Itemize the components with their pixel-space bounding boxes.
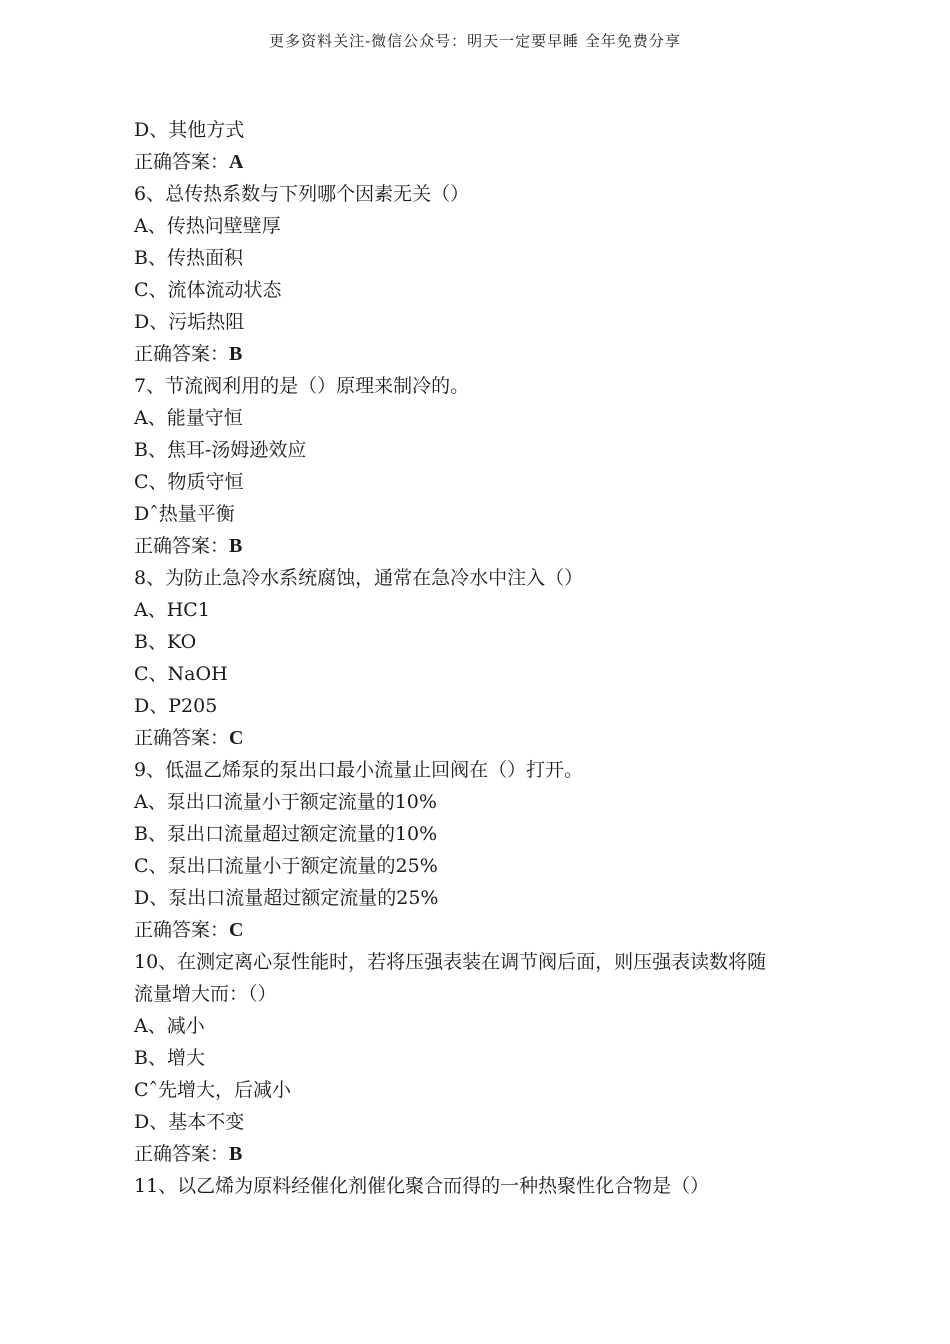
option-text: A、HC1 (134, 599, 210, 621)
option-text: A、能量守恒 (134, 407, 243, 429)
option-text: Dˆ热量平衡 (134, 503, 235, 525)
correct-answer (134, 1138, 834, 1170)
option-text: Cˆ先增大，后减小 (134, 1079, 292, 1101)
question-text: 流量增大而：（） (134, 983, 277, 1005)
option-text: C、NaOH (134, 663, 228, 685)
question-text: 8、为防止急冷水系统腐蚀，通常在急冷水中注入（） (134, 567, 584, 589)
question-text: 7、节流阀利用的是（）原理来制冷的。 (134, 375, 470, 397)
question-text: 9、低温乙烯泵的泵出口最小流量止回阀在（）打开。 (134, 759, 584, 781)
answer-label: 正确答案： (134, 151, 230, 173)
correct-answer (134, 338, 834, 370)
answer-label: 正确答案： (134, 535, 230, 557)
option-text: C、流体流动状态 (134, 279, 282, 301)
page-header-banner: 更多资料关注-微信公众号：明天一定要早睡 全年免费分享 (269, 32, 681, 50)
correct-answer (134, 146, 834, 178)
correct-answer (134, 722, 834, 754)
option-text: D、基本不变 (134, 1111, 245, 1133)
answer-value: C (229, 727, 244, 749)
answer-label: 正确答案： (134, 919, 230, 941)
answer-value: B (229, 343, 243, 365)
answer-value: C (229, 919, 244, 941)
option-text: D、泵出口流量超过额定流量的25% (134, 887, 439, 909)
answer-value: B (229, 1143, 243, 1165)
correct-answer (134, 914, 834, 946)
answer-label: 正确答案： (134, 1143, 230, 1165)
answer-value: A (229, 151, 244, 173)
question-text: 10、在测定离心泵性能时，若将压强表装在调节阀后面，则压强表读数将随 (134, 951, 767, 973)
option-text: B、焦耳-汤姆逊效应 (134, 439, 307, 461)
answer-value: B (229, 535, 243, 557)
answer-label: 正确答案： (134, 727, 230, 749)
option-text: A、传热问壁壁厚 (134, 215, 281, 237)
option-text: C、泵出口流量小于额定流量的25% (134, 855, 438, 877)
option-text: D、P205 (134, 695, 218, 717)
answer-label: 正确答案： (134, 343, 230, 365)
option-text: B、传热面积 (134, 247, 243, 269)
option-text: D、其他方式 (134, 119, 245, 141)
question-text: 6、总传热系数与下列哪个因素无关（） (134, 183, 470, 205)
option-text: A、泵出口流量小于额定流量的10% (134, 791, 437, 813)
question-content (134, 114, 834, 1202)
question-text: 11、以乙烯为原料经催化剂催化聚合而得的一种热聚性化合物是（） (134, 1175, 710, 1197)
option-text: B、KO (134, 631, 197, 653)
option-text: A、减小 (134, 1015, 205, 1037)
option-text: B、增大 (134, 1047, 205, 1069)
option-text: D、污垢热阻 (134, 311, 245, 333)
option-text: B、泵出口流量超过额定流量的10% (134, 823, 438, 845)
option-text: C、物质守恒 (134, 471, 244, 493)
correct-answer (134, 530, 834, 562)
